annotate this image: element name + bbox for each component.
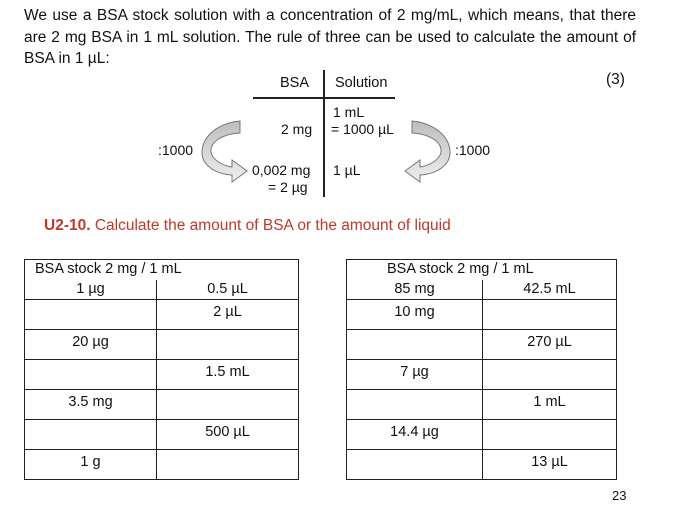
table-cell: 20 µg [25, 330, 157, 360]
left-curved-arrow-icon [202, 121, 247, 182]
section-code: U2-10. [44, 217, 91, 234]
table-cell [483, 420, 617, 450]
left-divisor: :1000 [158, 142, 194, 158]
table-cell: 0.5 µL [157, 280, 299, 300]
table-cell: 1 mL [483, 390, 617, 420]
table-left-header: BSA stock 2 mg / 1 mL [25, 260, 299, 280]
table-cell: 10 mg [347, 300, 483, 330]
rule-row2-right: 1 µL [333, 162, 361, 178]
rule-header-bsa: BSA [280, 75, 310, 91]
table-cell [25, 420, 157, 450]
table-row [347, 330, 617, 360]
table-cell: 3.5 mg [25, 390, 157, 420]
table-right-header: BSA stock 2 mg / 1 mL [347, 260, 617, 280]
table-cell: 42.5 mL [483, 280, 617, 300]
rule-row2-left-line2: = 2 µg [268, 179, 308, 195]
table-row [25, 390, 299, 420]
table-cell: 13 µL [483, 450, 617, 480]
table-cell: 270 µL [483, 330, 617, 360]
table-cell: 14.4 µg [347, 420, 483, 450]
right-divisor: :1000 [455, 142, 491, 158]
table-cell [347, 390, 483, 420]
table-cell [25, 360, 157, 390]
table-cell [347, 330, 483, 360]
table-row [347, 300, 617, 330]
intro-paragraph: We use a BSA stock solution with a concentration of 2 mg/mL, which means, that there are 2 mg BSA in 1 mL solution. The rule of three can be used to calculate the amount of BSA in 1 µL: [24, 7, 636, 67]
table-right [346, 259, 617, 480]
right-curved-arrow-icon [405, 121, 450, 182]
table-cell [157, 450, 299, 480]
table-row [347, 280, 617, 300]
table-cell [157, 330, 299, 360]
table-row [25, 280, 299, 300]
rule-row1-right-line2: = 1000 µL [331, 121, 394, 137]
rule-row1-right-line1: 1 mL [333, 104, 365, 120]
table-row [347, 420, 617, 450]
table-cell: 1 g [25, 450, 157, 480]
table-left [24, 259, 299, 480]
table-row [25, 330, 299, 360]
table-row [25, 420, 299, 450]
rule-row2-left-line1: 0,002 mg [252, 162, 311, 178]
table-row [25, 300, 299, 330]
table-cell: 85 mg [347, 280, 483, 300]
page-number: 23 [612, 488, 627, 503]
table-cell [483, 300, 617, 330]
table-cell: 500 µL [157, 420, 299, 450]
section-title [44, 217, 451, 235]
table-cell: 1 µg [25, 280, 157, 300]
table-row [25, 450, 299, 480]
rule-header-solution: Solution [335, 75, 388, 91]
table-cell: 7 µg [347, 360, 483, 390]
table-cell: 2 µL [157, 300, 299, 330]
table-cell [157, 390, 299, 420]
table-row [347, 450, 617, 480]
table-cell [25, 300, 157, 330]
table-cell [347, 450, 483, 480]
rule-row1-left: 2 mg [281, 121, 313, 137]
table-row [25, 360, 299, 390]
table-row [347, 390, 617, 420]
table-row [347, 360, 617, 390]
table-cell: 1.5 mL [157, 360, 299, 390]
section-title-text: Calculate the amount of BSA or the amount of liquid [90, 217, 451, 234]
table-cell [483, 360, 617, 390]
equation-number: (3) [606, 71, 625, 88]
